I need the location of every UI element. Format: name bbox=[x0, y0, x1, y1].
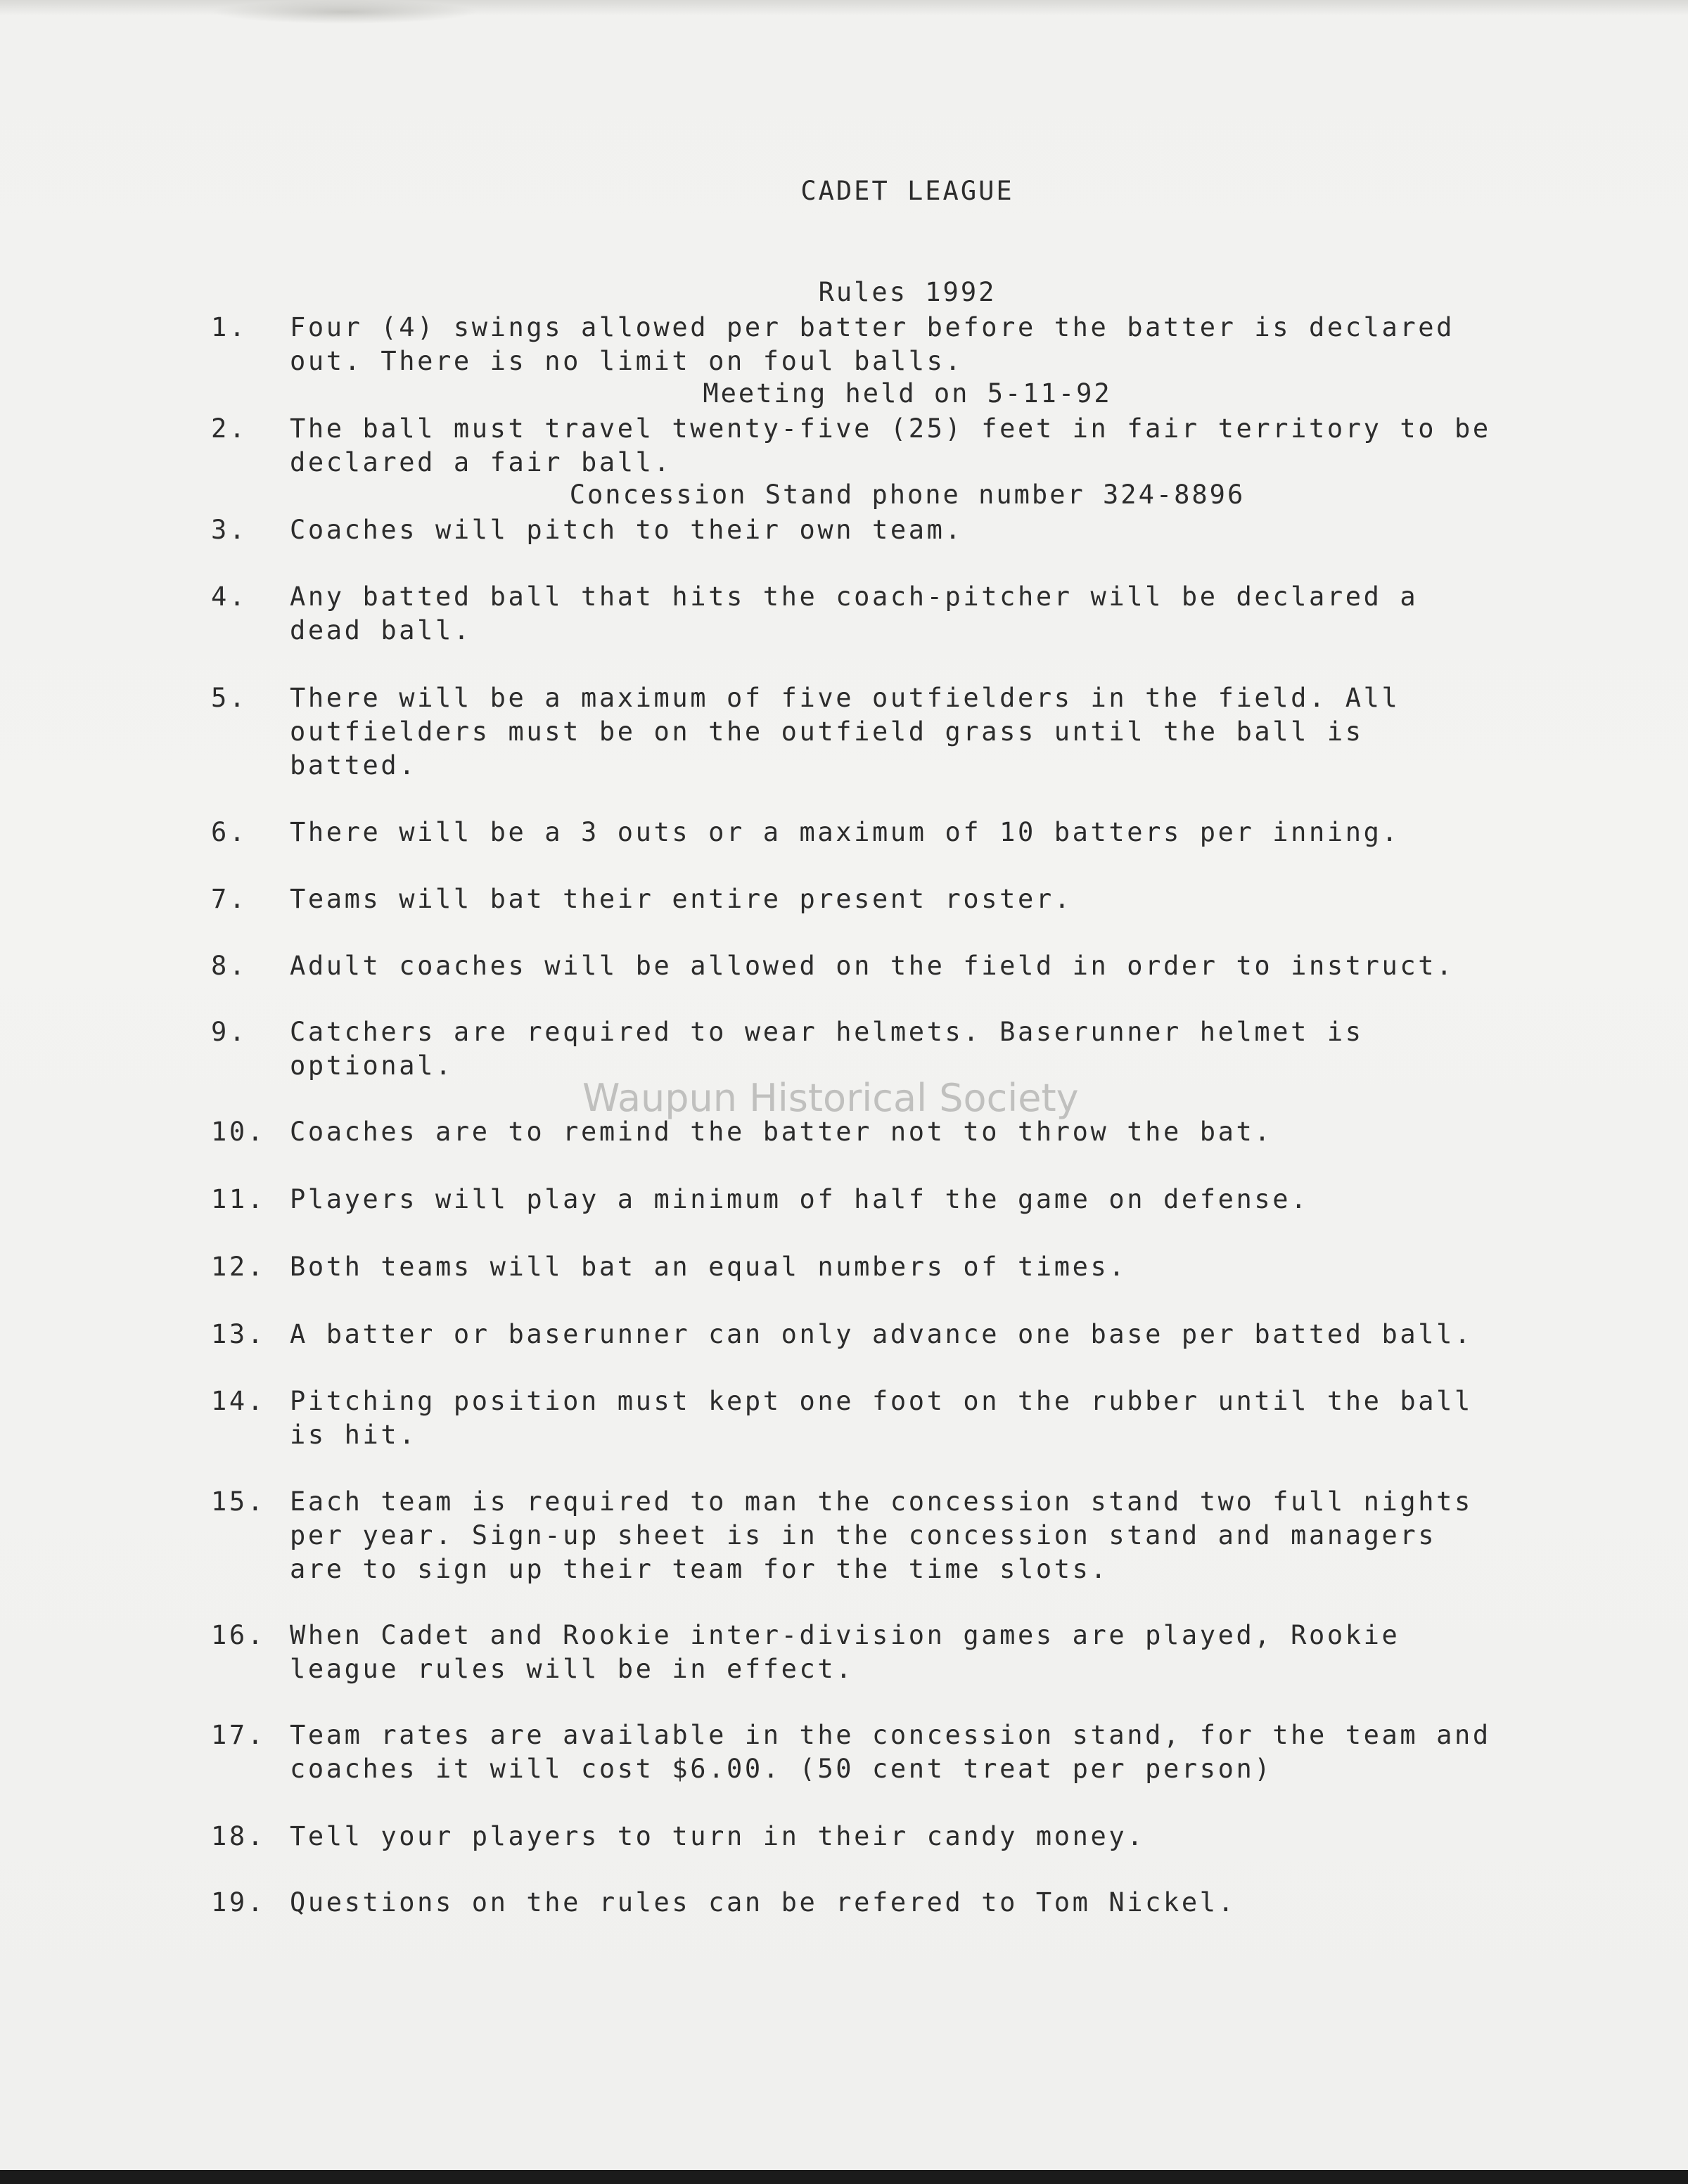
rule-number: 6. bbox=[211, 817, 248, 847]
scan-smudge bbox=[211, 0, 478, 24]
rule-number: 8. bbox=[211, 951, 248, 981]
rule-number: 5. bbox=[211, 683, 248, 713]
scan-bottom-edge bbox=[0, 2170, 1688, 2184]
rule-number: 12. bbox=[211, 1252, 266, 1282]
watermark: Waupun Historical Society bbox=[582, 1076, 1079, 1120]
rule-number: 3. bbox=[211, 515, 248, 545]
rule-number: 9. bbox=[211, 1017, 248, 1047]
rule-text: There will be a 3 outs or a maximum of 10 batters per inning. bbox=[290, 817, 1400, 847]
rule-text: Any batted ball that hits the coach-pitcher will be declared a dead ball. bbox=[290, 582, 1419, 645]
rule-text: The ball must travel twenty-five (25) feet in fair territory to be declared a fair ball. bbox=[290, 413, 1491, 477]
rule-text: Catchers are required to wear helmets. Baserunner helmet is optional. bbox=[290, 1017, 1364, 1081]
rule-text: Coaches are to remind the batter not to throw the bat. bbox=[290, 1117, 1273, 1147]
rule-number: 1. bbox=[211, 312, 248, 342]
rule-text: Pitching position must kept one foot on the rubber until the ball is hit. bbox=[290, 1386, 1473, 1450]
rule-number: 2. bbox=[211, 413, 248, 444]
rule-text: A batter or baserunner can only advance one base per batted ball. bbox=[290, 1319, 1473, 1349]
rule-number: 16. bbox=[211, 1620, 266, 1650]
rule-number: 14. bbox=[211, 1386, 266, 1416]
rule-number: 11. bbox=[211, 1184, 266, 1214]
rule-text: Players will play a minimum of half the game on defense. bbox=[290, 1184, 1310, 1214]
rule-text: Four (4) swings allowed per batter before the batter is declared out. There is no limit on foul balls. bbox=[290, 312, 1455, 376]
rule-text: Each team is required to man the concession stand two full nights per year. Sign-up sheet is in the concession stand and managers are to sign up their team for the time slots. bbox=[290, 1486, 1473, 1584]
document-title: CADET LEAGUE bbox=[800, 176, 1014, 206]
rule-number: 13. bbox=[211, 1319, 266, 1349]
rule-number: 19. bbox=[211, 1887, 266, 1918]
document-subtitle: Rules 1992 bbox=[818, 277, 997, 307]
concession-phone: Concession Stand phone number 324-8896 bbox=[569, 480, 1246, 510]
rule-number: 4. bbox=[211, 582, 248, 612]
rule-text: Both teams will bat an equal numbers of times. bbox=[290, 1252, 1127, 1282]
rule-number: 10. bbox=[211, 1117, 266, 1147]
rule-number: 7. bbox=[211, 884, 248, 914]
rule-text: Tell your players to turn in their candy money. bbox=[290, 1821, 1146, 1851]
rule-text: There will be a maximum of five outfielders in the field. All outfielders must be on the outfield grass until the ball is batted. bbox=[290, 683, 1400, 781]
rule-text: Coaches will pitch to their own team. bbox=[290, 515, 964, 545]
rule-text: When Cadet and Rookie inter-division games are played, Rookie league rules will be in effect. bbox=[290, 1620, 1400, 1684]
rule-text: Adult coaches will be allowed on the field in order to instruct. bbox=[290, 951, 1455, 981]
rule-text: Questions on the rules can be refered to Tom Nickel. bbox=[290, 1887, 1236, 1918]
rule-number: 18. bbox=[211, 1821, 266, 1851]
meeting-date: Meeting held on 5-11-92 bbox=[703, 378, 1112, 409]
rule-number: 17. bbox=[211, 1720, 266, 1750]
rule-text: Teams will bat their entire present roster. bbox=[290, 884, 1073, 914]
rule-number: 15. bbox=[211, 1486, 266, 1517]
rule-text: Team rates are available in the concession stand, for the team and coaches it will cost $6.00. (50 cent treat per person) bbox=[290, 1720, 1491, 1784]
